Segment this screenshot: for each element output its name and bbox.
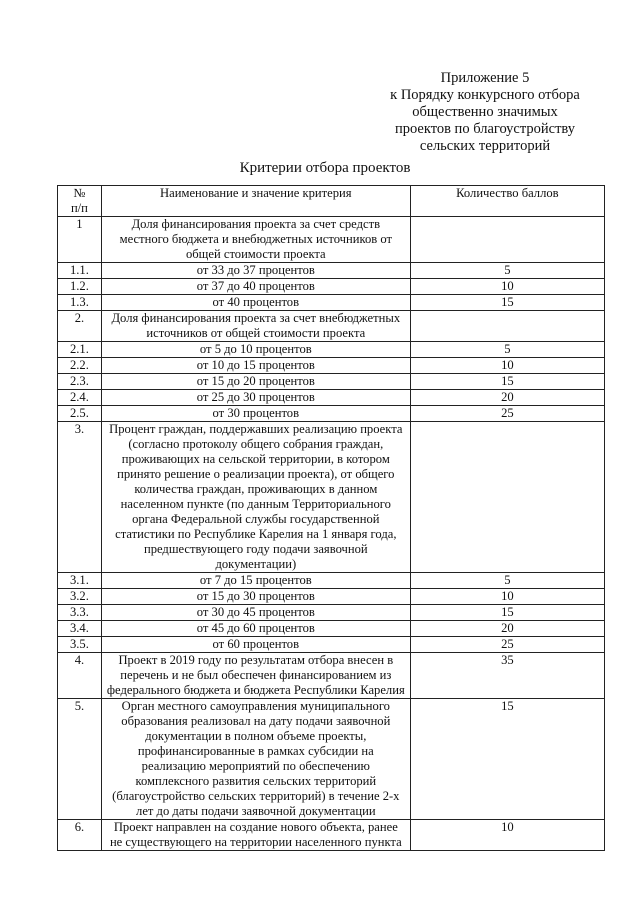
criterion-text: от 30 до 45 процентов [101, 605, 410, 621]
row-number: 1.3. [58, 295, 102, 311]
row-number: 2.4. [58, 390, 102, 406]
table-row [58, 358, 605, 374]
criterion-text: от 45 до 60 процентов [101, 621, 410, 637]
criterion-text: от 10 до 15 процентов [101, 358, 410, 374]
points-value: 5 [410, 573, 604, 589]
row-number: 5. [58, 699, 102, 820]
points-value: 10 [410, 820, 604, 851]
criterion-text: Доля финансирования проекта за счет внебюджетных источников от общей стоимости проекта [101, 311, 410, 342]
points-value: 10 [410, 358, 604, 374]
row-number: 3. [58, 422, 102, 573]
criteria-table [57, 185, 605, 851]
table-row [58, 263, 605, 279]
row-number: 1.2. [58, 279, 102, 295]
row-number: 2. [58, 311, 102, 342]
criterion-text: Проект направлен на создание нового объекта, ранее не существующего на территории населенного пункта [101, 820, 410, 851]
table-row [58, 217, 605, 263]
row-number: 6. [58, 820, 102, 851]
criterion-text: от 30 процентов [101, 406, 410, 422]
table-row [58, 374, 605, 390]
table-row [58, 422, 605, 573]
table-row [58, 295, 605, 311]
column-header-number: № п/п [58, 186, 102, 217]
points-value: 25 [410, 406, 604, 422]
criterion-text: от 60 процентов [101, 637, 410, 653]
row-number: 2.3. [58, 374, 102, 390]
criterion-text: от 7 до 15 процентов [101, 573, 410, 589]
row-number: 3.5. [58, 637, 102, 653]
points-value: 15 [410, 699, 604, 820]
criterion-text: Проект в 2019 году по результатам отбора внесен в перечень и не был обеспечен финансированием из федерального бюджета и бюджета Республики Карелия [101, 653, 410, 699]
criterion-text: от 15 до 20 процентов [101, 374, 410, 390]
criterion-text: от 40 процентов [101, 295, 410, 311]
criterion-text: от 25 до 30 процентов [101, 390, 410, 406]
table-body [58, 217, 605, 851]
criterion-text: от 15 до 30 процентов [101, 589, 410, 605]
table-row [58, 406, 605, 422]
points-value: 25 [410, 637, 604, 653]
row-number: 1.1. [58, 263, 102, 279]
points-value: 20 [410, 390, 604, 406]
table-row [58, 311, 605, 342]
table-row [58, 653, 605, 699]
points-value: 10 [410, 279, 604, 295]
table-row [58, 637, 605, 653]
appendix-reference: Приложение 5 к Порядку конкурсного отбора общественно значимых проектов по благоустройству сельских территорий [390, 70, 580, 154]
row-number: 2.5. [58, 406, 102, 422]
table-row [58, 589, 605, 605]
table-row [58, 279, 605, 295]
points-value [410, 422, 604, 573]
points-value: 10 [410, 589, 604, 605]
table-row [58, 820, 605, 851]
row-number: 2.1. [58, 342, 102, 358]
table-header-row [58, 186, 605, 217]
points-value: 15 [410, 605, 604, 621]
criterion-text: Доля финансирования проекта за счет средств местного бюджета и внебюджетных источников от общей стоимости проекта [101, 217, 410, 263]
table-row [58, 342, 605, 358]
table-row [58, 390, 605, 406]
points-value: 5 [410, 263, 604, 279]
points-value: 20 [410, 621, 604, 637]
column-header-points: Количество баллов [410, 186, 604, 217]
row-number: 2.2. [58, 358, 102, 374]
points-value [410, 217, 604, 263]
criterion-text: от 33 до 37 процентов [101, 263, 410, 279]
table-row [58, 605, 605, 621]
table-row [58, 573, 605, 589]
row-number: 3.2. [58, 589, 102, 605]
row-number: 3.4. [58, 621, 102, 637]
document-title: Критерии отбора проектов [239, 160, 411, 176]
table-row [58, 699, 605, 820]
points-value: 5 [410, 342, 604, 358]
points-value: 35 [410, 653, 604, 699]
points-value: 15 [410, 374, 604, 390]
row-number: 3.1. [58, 573, 102, 589]
criterion-text: от 5 до 10 процентов [101, 342, 410, 358]
row-number: 1 [58, 217, 102, 263]
column-header-criterion: Наименование и значение критерия [101, 186, 410, 217]
points-value [410, 311, 604, 342]
table-row [58, 621, 605, 637]
points-value: 15 [410, 295, 604, 311]
row-number: 3.3. [58, 605, 102, 621]
criterion-text: Процент граждан, поддержавших реализацию проекта (согласно протоколу общего собрания граждан, проживающих на сельской территории, в котором принято решение о реализации проекта), от общего количества граждан, проживающих в данном населенном пункте (по данным Территориального органа Федеральной службы государственной статистики по Республике Карелия на 1 января года, предшествующего году подачи заявочной документации) [101, 422, 410, 573]
criterion-text: от 37 до 40 процентов [101, 279, 410, 295]
criterion-text: Орган местного самоуправления муниципального образования реализовал на дату подачи заявочной документации в полном объеме проекты, профинансированные в рамках субсидии на реализацию мероприятий по обеспечению комплексного развития сельских территорий (благоустройство сельских территорий) в течение 2-х лет до даты подачи заявочной документации [101, 699, 410, 820]
row-number: 4. [58, 653, 102, 699]
